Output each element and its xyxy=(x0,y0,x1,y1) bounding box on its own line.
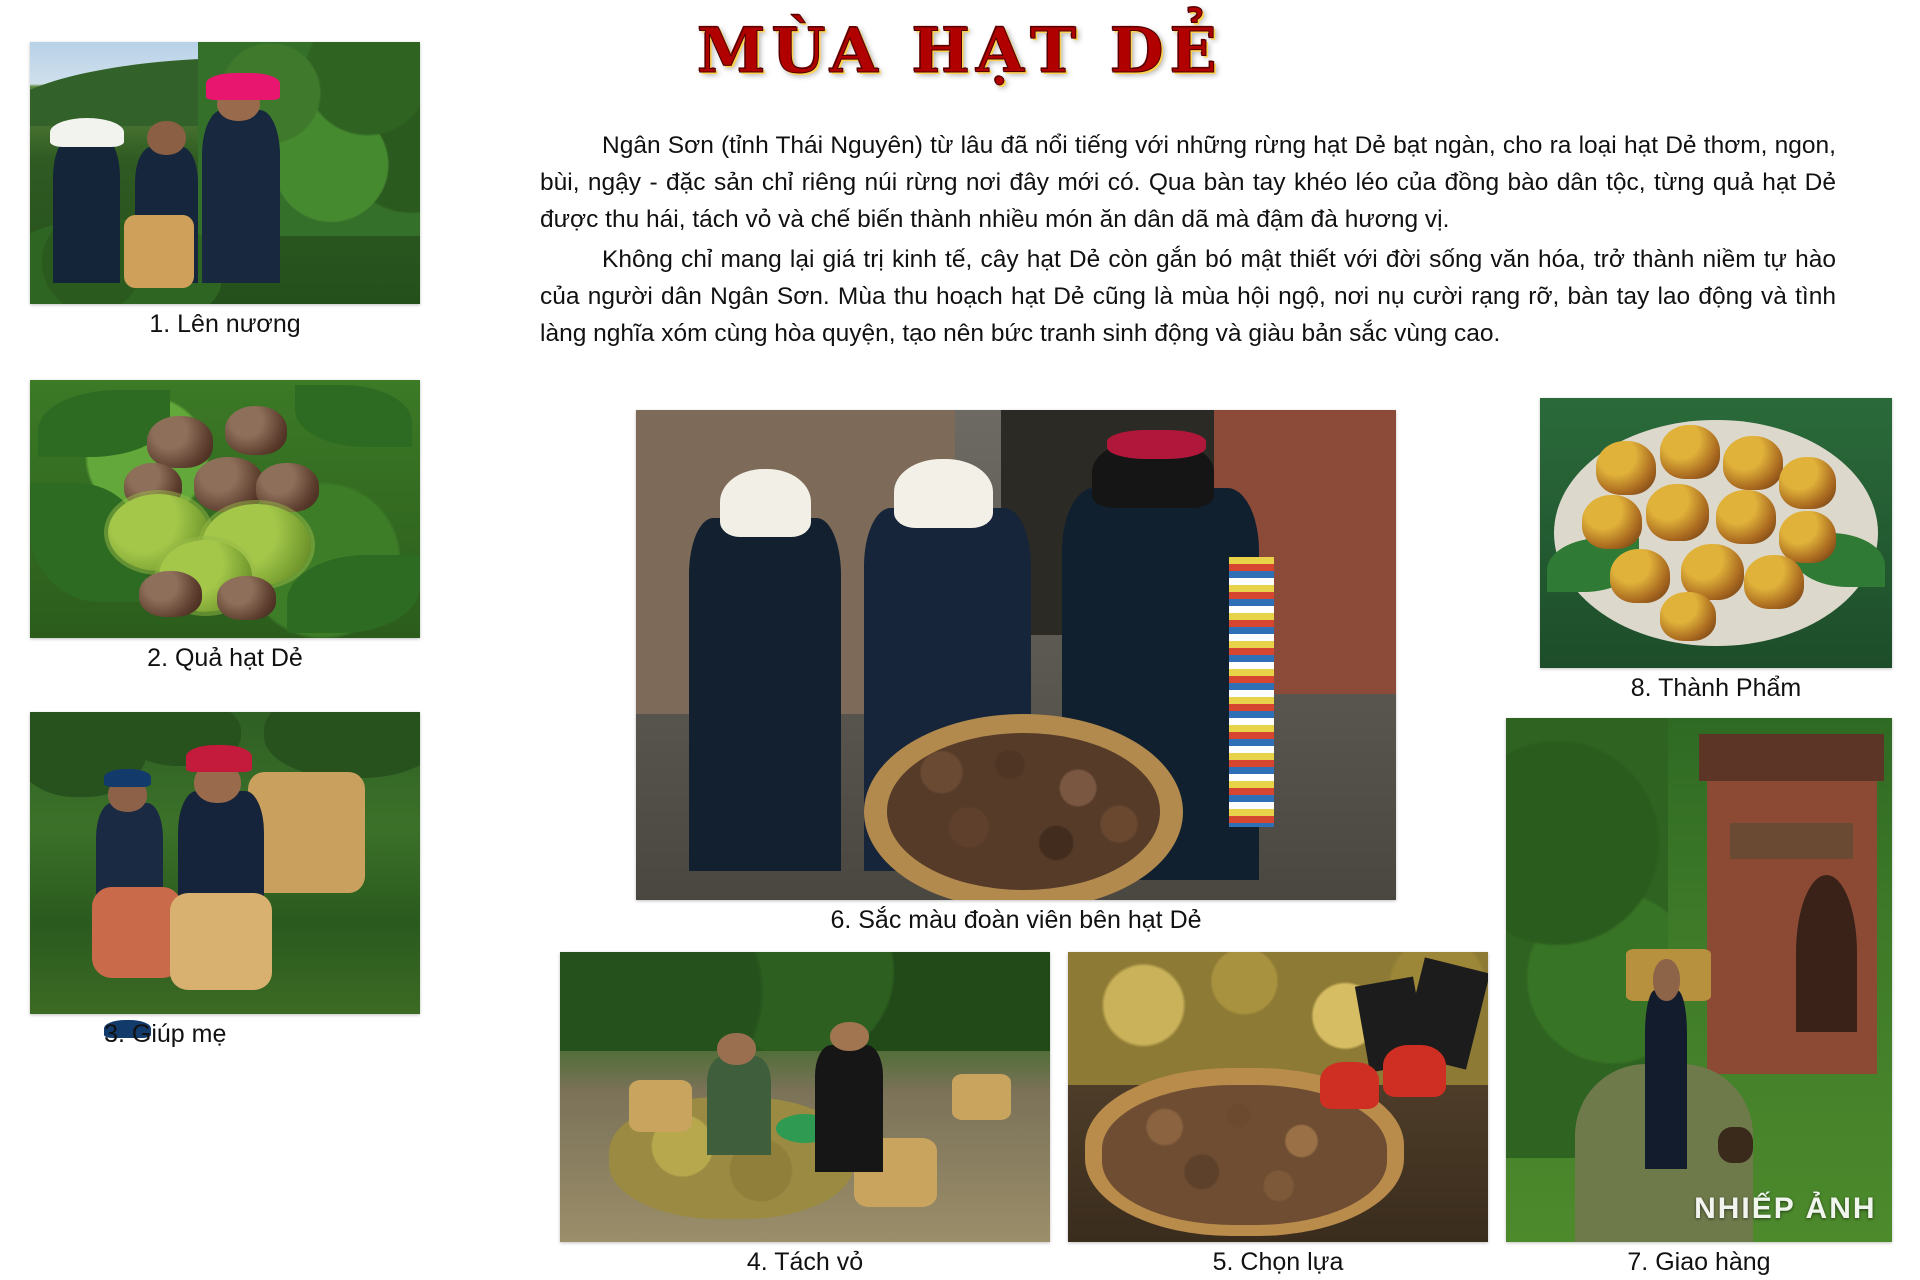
photo-7-giao-hang[interactable] xyxy=(1506,718,1892,1276)
photo-5-chon-lua[interactable] xyxy=(1068,952,1488,1276)
photo-3-image xyxy=(30,712,420,1014)
photo-4-image xyxy=(560,952,1050,1242)
photo-2-image xyxy=(30,380,420,638)
photo-2-qua-hat-de[interactable] xyxy=(30,380,420,672)
photo-6-caption: 6. Sắc màu đoàn viên bên hạt Dẻ xyxy=(830,906,1202,934)
watermark-text: NHIẾP ẢNH xyxy=(1694,1192,1877,1226)
photo-8-thanh-pham[interactable] xyxy=(1540,398,1892,702)
photo-7-image xyxy=(1506,718,1892,1242)
photo-5-image xyxy=(1068,952,1488,1242)
photo-4-caption: 4. Tách vỏ xyxy=(746,1248,864,1276)
photo-8-image xyxy=(1540,398,1892,668)
article-body xyxy=(540,128,1836,357)
article-paragraph-1: Ngân Sơn (tỉnh Thái Nguyên) từ lâu đã nổi tiếng với những rừng hạt Dẻ bạt ngàn, cho ra loại hạt Dẻ thơm, ngon, bùi, ngậy - đặc sản chỉ riêng núi rừng nơi đây mới có. Qua bàn tay khéo léo của đồng bào dân tộc, từng quả hạt Dẻ được thu hái, tách vỏ và chế biến thành nhiều món ăn dân dã mà đậm đà hương vị. xyxy=(540,132,1836,233)
photo-1-image xyxy=(30,42,420,304)
photo-1-caption: 1. Lên nương xyxy=(149,310,301,338)
photo-6-image xyxy=(636,410,1396,900)
photo-5-caption: 5. Chọn lựa xyxy=(1212,1248,1344,1276)
photo-6-sac-mau-doan-vien[interactable] xyxy=(636,410,1396,934)
photo-8-caption: 8. Thành Phẩm xyxy=(1630,674,1802,702)
photo-1-len-nuong[interactable] xyxy=(30,42,420,338)
photo-7-caption: 7. Giao hàng xyxy=(1627,1248,1771,1276)
article-paragraph-2: Không chỉ mang lại giá trị kinh tế, cây hạt Dẻ còn gắn bó mật thiết với đời sống văn hóa, trở thành niềm tự hào của người dân Ngân Sơn. Mùa thu hoạch hạt Dẻ cũng là mùa hội ngộ, nơi nụ cười rạng rỡ, bàn tay lao động và tình làng nghĩa xóm cùng hòa quyện, tạo nên bức tranh sinh động và giàu bản sắc vùng cao. xyxy=(540,246,1836,347)
photo-2-caption: 2. Quả hạt Dẻ xyxy=(147,644,303,672)
page-title: MÙA HẠT DẺ xyxy=(697,14,1223,87)
photo-3-giup-me[interactable] xyxy=(30,712,420,1048)
photo-4-tach-vo[interactable] xyxy=(560,952,1050,1276)
photo-3-caption: 3. Giúp mẹ xyxy=(104,1020,227,1048)
